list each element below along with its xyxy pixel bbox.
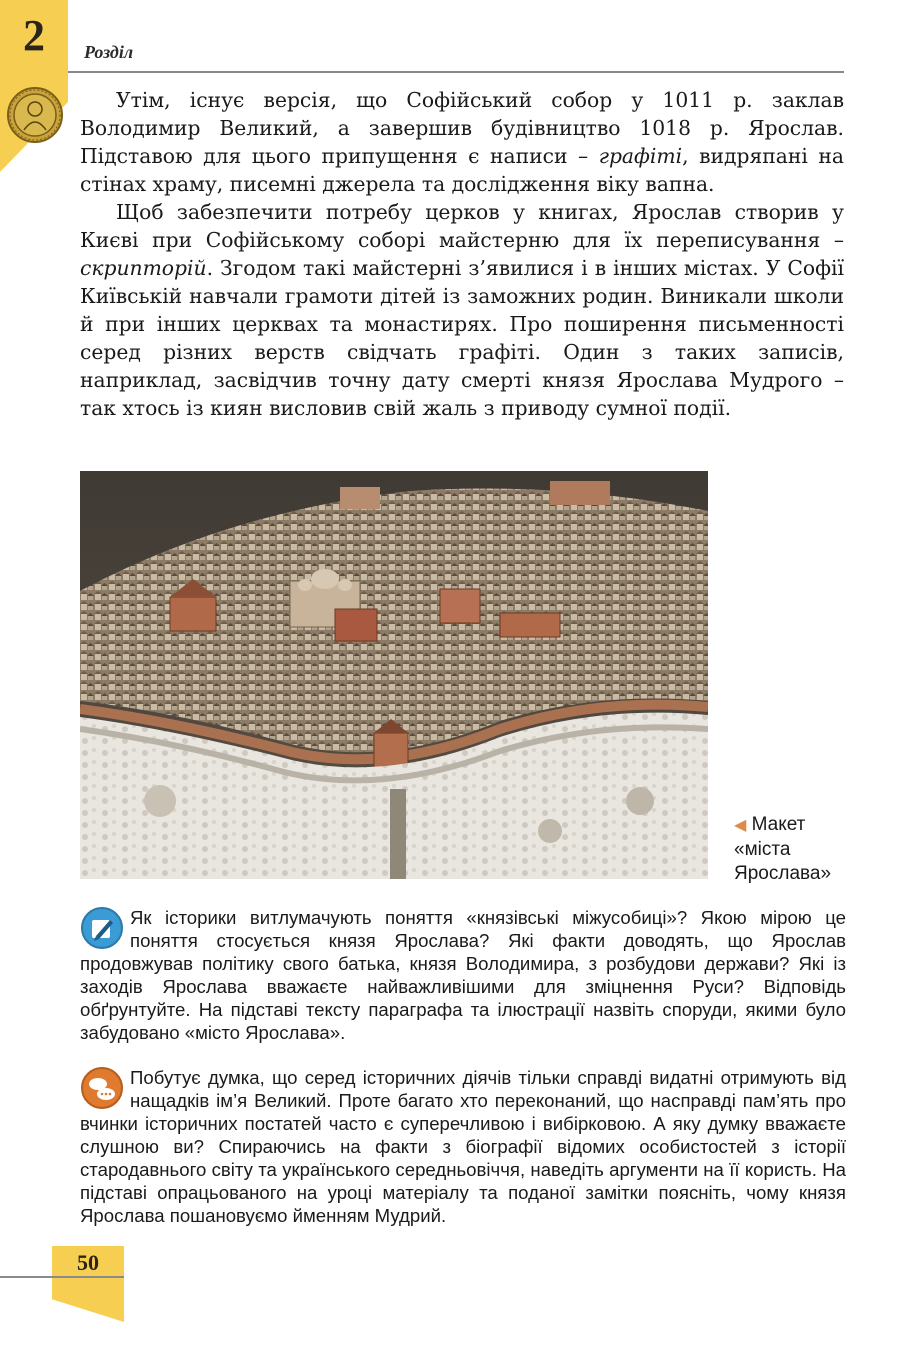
task-block xyxy=(80,1066,846,1227)
pencil-icon xyxy=(80,906,124,950)
task-text: Як історики витлумачують поняття «князівські міжусобиці»? Якою мірою це поняття стосується князя Ярослава? Які факти доводять, що Ярослав продовжував політику свого батька, князя Володимира, з розбудови держави? Які із заходів Ярослава вважаєте найважливішими для зміцнення Руси? Відповідь обґрунтуйте. На підставі тексту параграфа та ілюстрації назвіть споруди, якими було забудовано «місто Ярослава». xyxy=(80,907,846,1043)
figure-caption xyxy=(734,813,844,886)
task-block xyxy=(80,906,846,1044)
header-divider xyxy=(68,71,844,73)
caption-text: Макет «міста Ярослава» xyxy=(734,814,832,884)
city-model-image xyxy=(80,471,708,879)
chapter-number: 2 xyxy=(0,0,68,72)
medallion-icon xyxy=(6,86,64,144)
caption-marker-icon: ◀ xyxy=(734,817,747,834)
paragraph: Утім, існує версія, що Софійський собор у 1011 р. заклав Володимир Великий, а завершив будівництво 1018 р. Ярослав. Підставою для цього припущення є написи – графіті, видряпані на стінах храму, писемні джерела та дослідження віку вапна. xyxy=(80,88,845,196)
body-text xyxy=(80,86,844,422)
city-model-photo xyxy=(80,471,708,879)
section-label: Розділ xyxy=(84,42,134,62)
page-number: 50 xyxy=(77,1250,99,1275)
discussion-icon xyxy=(80,1066,124,1110)
footer-divider xyxy=(0,1276,124,1278)
task-text: Побутує думка, що серед історичних діячів тільки справді видатні отримують від нащадків ім’я Великий. Проте багато хто переконаний, що насправді пам’ять про вчинки історичних постатей часто є суперечливою і вибірковою. А яку думку вважаєте слушною ви? Спираючись на факти з біографії відомих особистостей з історії стародавнього світу та українського середньовіччя, наведіть аргументи на її користь. На підставі опрацьованого на уроці матеріалу та поданої замітки поясніть, чому князя Ярослава пошановуємо йменням Мудрий. xyxy=(80,1067,846,1226)
paragraph: Щоб забезпечити потребу церков у книгах, Ярослав створив у Києві при Софійському соборі майстерню для їх переписування – скрипторій. Згодом такі майстерні з’явилися і в інших містах. У Софії Київській навчали грамоти дітей із заможних родин. Виникали школи й при інших церквах та монастирях. Про поширення письменності серед різних верств свідчать графіті. Один з таких записів, наприклад, засвідчив точну дату смерті князя Ярослава Мудрого – так хтось із киян висловив свій жаль з приводу сумної події. xyxy=(80,200,844,420)
